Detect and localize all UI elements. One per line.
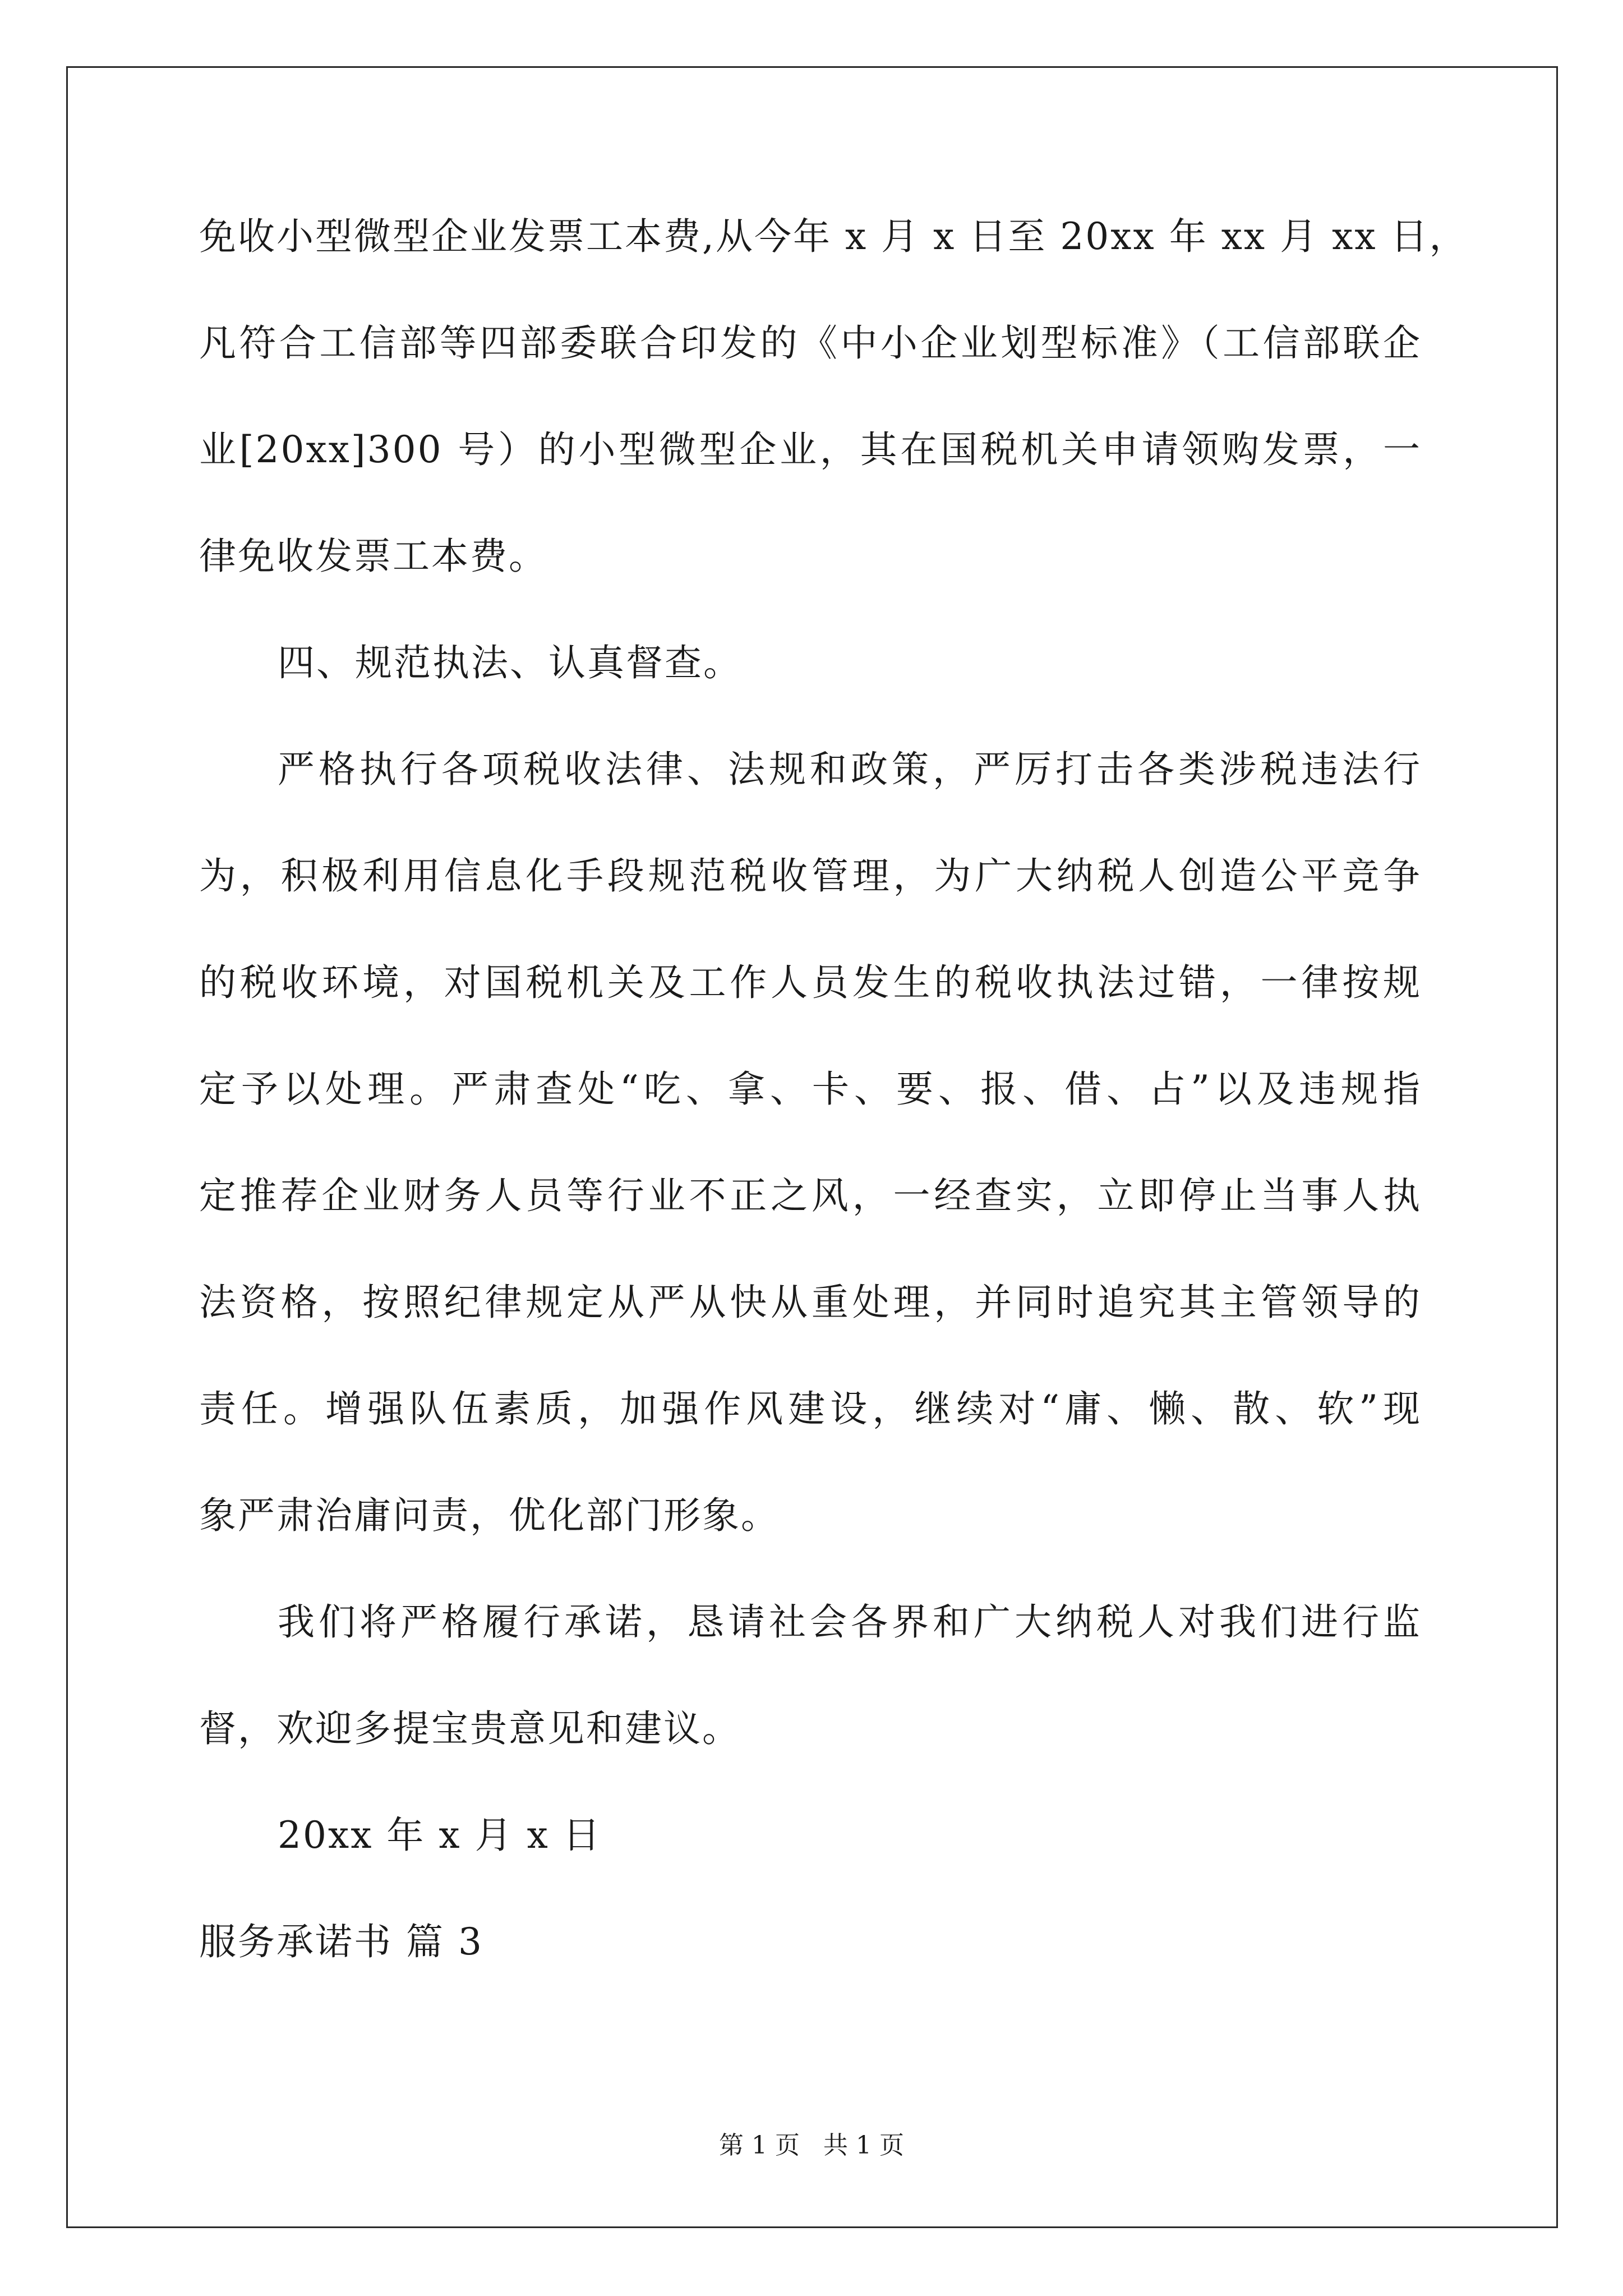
paragraph-enforcement xyxy=(199,748,1422,1536)
page-number-current: 第 1 页 xyxy=(719,2131,800,2160)
document-date: 20xx 年 x 月 x 日 xyxy=(278,1814,602,1857)
text-line: 业[20xx]300 号）的小型微型企业，其在国税机关申请领购发票，一 xyxy=(199,428,1422,471)
date-line xyxy=(199,1814,1422,1856)
document-body xyxy=(199,215,1468,1963)
text-line: 律免收发票工本费。 xyxy=(199,535,547,578)
page-footer xyxy=(0,2132,1623,2160)
text-line: 的税收环境，对国税机关及工作人员发生的税收执法过错，一律按规 xyxy=(199,961,1422,1004)
paragraph-invoice-fee-waiver xyxy=(199,215,1468,578)
section-heading: 四、规范执法、认真督查。 xyxy=(278,641,742,684)
page-number-total: 共 1 页 xyxy=(823,2131,904,2160)
text-line: 定推荐企业财务人员等行业不正之风，一经查实，立即停止当事人执 xyxy=(199,1174,1422,1217)
text-line: 法资格，按照纪律规定从严从快从重处理，并同时追究其主管领导的 xyxy=(199,1281,1422,1324)
text-line: 定予以处理。严肃查处“吃、拿、卡、要、报、借、占”以及违规指 xyxy=(199,1068,1422,1111)
text-line: 象严肃治庸问责，优化部门形象。 xyxy=(199,1494,780,1537)
text-line: 凡符合工信部等四部委联合印发的《中小企业划型标准》（工信部联企 xyxy=(199,321,1422,365)
text-line: 督，欢迎多提宝贵意见和建议。 xyxy=(199,1707,741,1750)
paragraph-commitment xyxy=(199,1601,1422,1750)
text-line: 严格执行各项税收法律、法规和政策，严厉打击各类涉税违法行 xyxy=(278,748,1422,791)
text-line: 我们将严格履行承诺，恳请社会各界和广大纳税人对我们进行监 xyxy=(278,1600,1422,1644)
text-line: 免收小型微型企业发票工本费,从今年 x 月 x 日至 20xx 年 xx 月 xx 日， xyxy=(199,215,1468,258)
text-line: 责任。增强队伍素质，加强作风建设，继续对“庸、懒、散、软”现 xyxy=(199,1387,1422,1430)
text-line: 为，积极利用信息化手段规范税收管理，为广大纳税人创造公平竞争 xyxy=(199,854,1422,898)
section-heading-four xyxy=(199,642,1422,684)
section-title: 服务承诺书 篇 3 xyxy=(199,1920,483,1963)
next-section-title xyxy=(199,1921,1422,1963)
